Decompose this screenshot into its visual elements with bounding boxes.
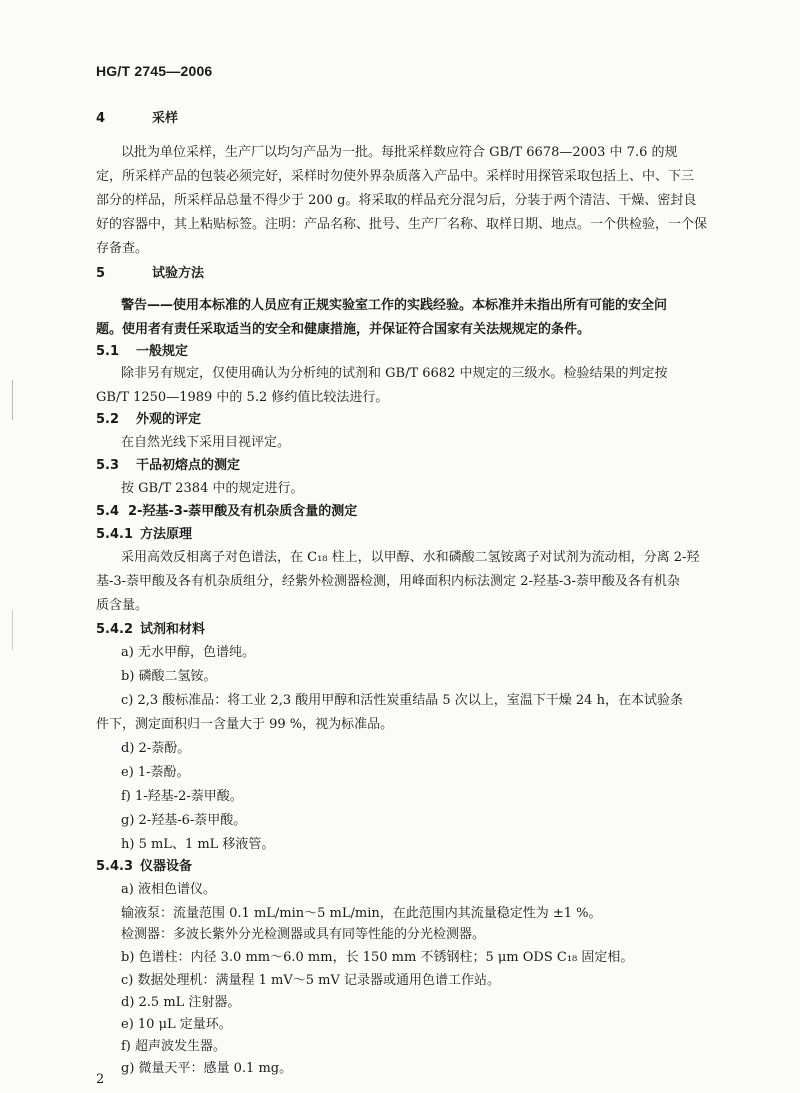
warning-line: 题。使用者有责任采取适当的安全和健康措施，并保证符合国家有关法规规定的条件。 [96, 322, 591, 337]
list-item: g) 微量天平：感量 0.1 mg。 [121, 1061, 293, 1076]
page-number: 2 [96, 1072, 105, 1087]
section-number: 5.4.3 [96, 859, 134, 874]
section-number: 5 [96, 266, 106, 281]
section-title: 采样 [152, 111, 179, 126]
list-item: 输液泵：流量范围 0.1 mL/min～5 mL/min，在此范围内其流量稳定性为 ±1 %。 [121, 906, 602, 921]
section-title: 方法原理 [140, 527, 193, 542]
section-number: 5.2 [96, 412, 120, 427]
paragraph-line: 采用高效反相离子对色谱法，在 C₁₈ 柱上，以甲醇、水和磷酸二氢铵离子对试剂为流动相，分离 2-羟 [121, 550, 700, 565]
section-title: 试验方法 [152, 266, 205, 281]
list-item: 件下，测定面积归一含量大于 99 %，视为标准品。 [96, 717, 394, 732]
standard-number-header: HG/T 2745—2006 [96, 63, 213, 79]
section-5-1-heading [96, 343, 188, 361]
list-item: a) 液相色谱仪。 [121, 882, 216, 897]
section-5-3-heading [96, 457, 240, 475]
paragraph-line: 定，所采样产品的包装必须完好，采样时勿使外界杂质落入产品中。采样时用探管采取包括上、中、下三 [96, 169, 695, 184]
section-title: 外观的评定 [136, 412, 202, 427]
list-item: h) 5 mL、1 mL 移液管。 [121, 837, 275, 852]
paragraph-line: 质含量。 [96, 598, 149, 613]
list-item: d) 2-萘酚。 [121, 741, 191, 756]
paragraph-line: 基-3-萘甲酸及各有机杂质组分，经紫外检测器检测，用峰面积内标法测定 2-羟基-3-萘甲酸及各有机杂 [96, 574, 680, 589]
paragraph-line: GB/T 1250—1989 中的 5.2 修约值比较法进行。 [96, 390, 389, 405]
list-item: 检测器：多波长紫外分光检测器或具有同等性能的分光检测器。 [121, 927, 486, 942]
section-title: 干品初熔点的测定 [136, 458, 241, 473]
paragraph-line: 存备查。 [96, 241, 149, 256]
paragraph-line: 在自然光线下采用目视评定。 [121, 435, 291, 450]
list-item: b) 磷酸二氢铵。 [121, 669, 217, 684]
section-number: 5.4 [96, 504, 120, 519]
section-4-heading [96, 110, 178, 128]
list-item: a) 无水甲醇，色谱纯。 [121, 645, 255, 660]
section-5-2-heading [96, 411, 201, 429]
list-item: e) 1-萘酚。 [121, 765, 190, 780]
list-item: c) 数据处理机：满量程 1 mV～5 mV 记录器或通用色谱工作站。 [121, 973, 500, 988]
paragraph-line: 好的容器中，其上粘贴标签。注明：产品名称、批号、生产厂名称、取样日期、地点。一个供检验，一个保 [96, 217, 708, 232]
paragraph-line: 除非另有规定，仅使用确认为分析纯的试剂和 GB/T 6682 中规定的三级水。检验结果的判定按 [121, 366, 668, 381]
list-item: f) 1-羟基-2-萘甲酸。 [121, 789, 243, 804]
paragraph-line: 部分的样品，所采样品总量不得少于 200 g。将采取的样品充分混匀后，分装于两个清洁、干燥、密封良 [96, 193, 697, 208]
section-number: 5.3 [96, 458, 120, 473]
section-5-4-heading [96, 503, 357, 521]
warning-line: 警告——使用本标准的人员应有正规实验室工作的实践经验。本标准并未指出所有可能的安全问 [121, 298, 668, 313]
list-item: g) 2-羟基-6-萘甲酸。 [121, 813, 247, 828]
list-item: b) 色谱柱：内径 3.0 mm～6.0 mm，长 150 mm 不锈钢柱；5 μm ODS C₁₈ 固定相。 [121, 950, 634, 965]
paragraph-line: 按 GB/T 2384 中的规定进行。 [121, 481, 304, 496]
list-item: f) 超声波发生器。 [121, 1039, 227, 1054]
section-title: 2-羟基-3-萘甲酸及有机杂质含量的测定 [128, 504, 358, 519]
section-title: 试剂和材料 [140, 622, 206, 637]
section-5-4-2-heading [96, 621, 205, 639]
scan-artifact [12, 380, 13, 420]
section-5-4-3-heading [96, 858, 192, 876]
section-5-4-1-heading [96, 526, 192, 544]
list-item: e) 10 μL 定量环。 [121, 1017, 232, 1032]
section-number: 5.4.1 [96, 527, 134, 542]
paragraph-line: 以批为单位采样，生产厂以均匀产品为一批。每批采样数应符合 GB/T 6678—2003 中 7.6 的规 [121, 145, 678, 160]
section-number: 4 [96, 111, 106, 126]
list-item: c) 2,3 酸标准品：将工业 2,3 酸用甲醇和活性炭重结晶 5 次以上，室温下干燥 24 h，在本试验条 [121, 693, 683, 708]
scan-artifact [12, 610, 13, 650]
section-5-heading [96, 265, 204, 283]
list-item: d) 2.5 mL 注射器。 [121, 995, 241, 1010]
section-number: 5.4.2 [96, 622, 134, 637]
section-title: 一般规定 [136, 344, 189, 359]
section-number: 5.1 [96, 344, 120, 359]
section-title: 仪器设备 [140, 859, 193, 874]
